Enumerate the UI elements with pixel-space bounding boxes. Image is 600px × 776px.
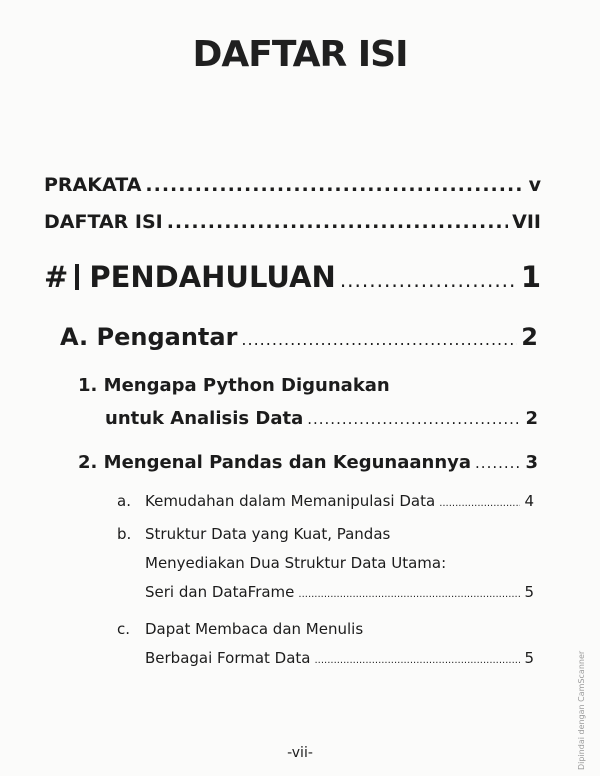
- dot-leader: [307, 410, 521, 428]
- toc-page-number: 5: [524, 649, 534, 667]
- toc-label: A. Pengantar: [60, 323, 238, 351]
- dot-leader: [167, 211, 508, 233]
- toc-entry-daftar-isi[interactable]: [44, 211, 541, 233]
- toc-label-continued: Berbagai Format Data: [145, 649, 311, 667]
- toc-entry-item-b-line1[interactable]: [117, 525, 390, 543]
- dot-leader: [439, 498, 520, 509]
- toc-page-number: 4: [524, 492, 534, 510]
- toc-label-continued: Seri dan DataFrame: [145, 583, 295, 601]
- dot-leader: [241, 330, 517, 349]
- toc-page-number: v: [528, 174, 541, 196]
- toc-entry-item-b-line2[interactable]: [145, 554, 446, 572]
- dot-leader: [475, 454, 521, 472]
- toc-page-number: VII: [512, 211, 541, 233]
- item-title: Mengenal Pandas dan Kegunaannya: [103, 452, 472, 473]
- toc-label-continued: untuk Analisis Data: [105, 408, 304, 429]
- dot-leader: [340, 268, 517, 292]
- toc-entry-section-a[interactable]: [60, 323, 538, 351]
- dot-leader: [315, 655, 521, 666]
- toc-entry-item-2[interactable]: [78, 452, 538, 473]
- toc-entry-item-c-line1[interactable]: [117, 620, 363, 638]
- toc-entry-item-a[interactable]: [117, 492, 534, 510]
- item-marker: a.: [117, 492, 131, 510]
- page-footer-number: -vii-: [287, 745, 313, 761]
- part-marker: #: [44, 260, 70, 294]
- toc-entry-item-1-line1[interactable]: [78, 375, 390, 396]
- toc-entry-item-c[interactable]: [145, 649, 534, 667]
- toc-label: Dapat Membaca dan Menulis: [145, 620, 364, 638]
- dot-leader: [298, 589, 520, 600]
- item-marker: c.: [117, 620, 131, 638]
- item-number: 2.: [78, 452, 98, 473]
- toc-label: PRAKATA: [44, 174, 142, 196]
- part-separator-bar: [75, 264, 79, 290]
- item-marker: b.: [117, 525, 132, 543]
- toc-label: DAFTAR ISI: [44, 211, 163, 233]
- dot-leader: [145, 174, 524, 196]
- toc-label: [44, 260, 336, 294]
- toc-page-number: 2: [525, 408, 538, 429]
- toc-page-number: 3: [525, 452, 538, 473]
- toc-label: Struktur Data yang Kuat, Pandas: [145, 525, 391, 543]
- toc-page-number: 5: [524, 583, 534, 601]
- toc-entry-item-b[interactable]: [145, 583, 534, 601]
- toc-label: [117, 492, 435, 510]
- toc-entry-part-pendahuluan[interactable]: [44, 260, 541, 294]
- toc-page-number: 2: [521, 323, 538, 351]
- item-number: 1.: [78, 375, 98, 396]
- toc-entry-prakata[interactable]: [44, 174, 541, 196]
- toc-label: Mengapa Python Digunakan: [103, 375, 390, 396]
- page-title: DAFTAR ISI: [192, 34, 408, 75]
- toc-label-continued: Menyediakan Dua Struktur Data Utama:: [145, 554, 447, 572]
- toc-entry-item-1[interactable]: [105, 408, 538, 429]
- item-title: Kemudahan dalam Memanipulasi Data: [145, 492, 436, 510]
- scanner-watermark: Dipindai dengan CamScanner: [577, 650, 586, 770]
- part-title: PENDAHULUAN: [89, 260, 336, 294]
- toc-page-number: 1: [520, 260, 541, 294]
- toc-label: [78, 452, 471, 473]
